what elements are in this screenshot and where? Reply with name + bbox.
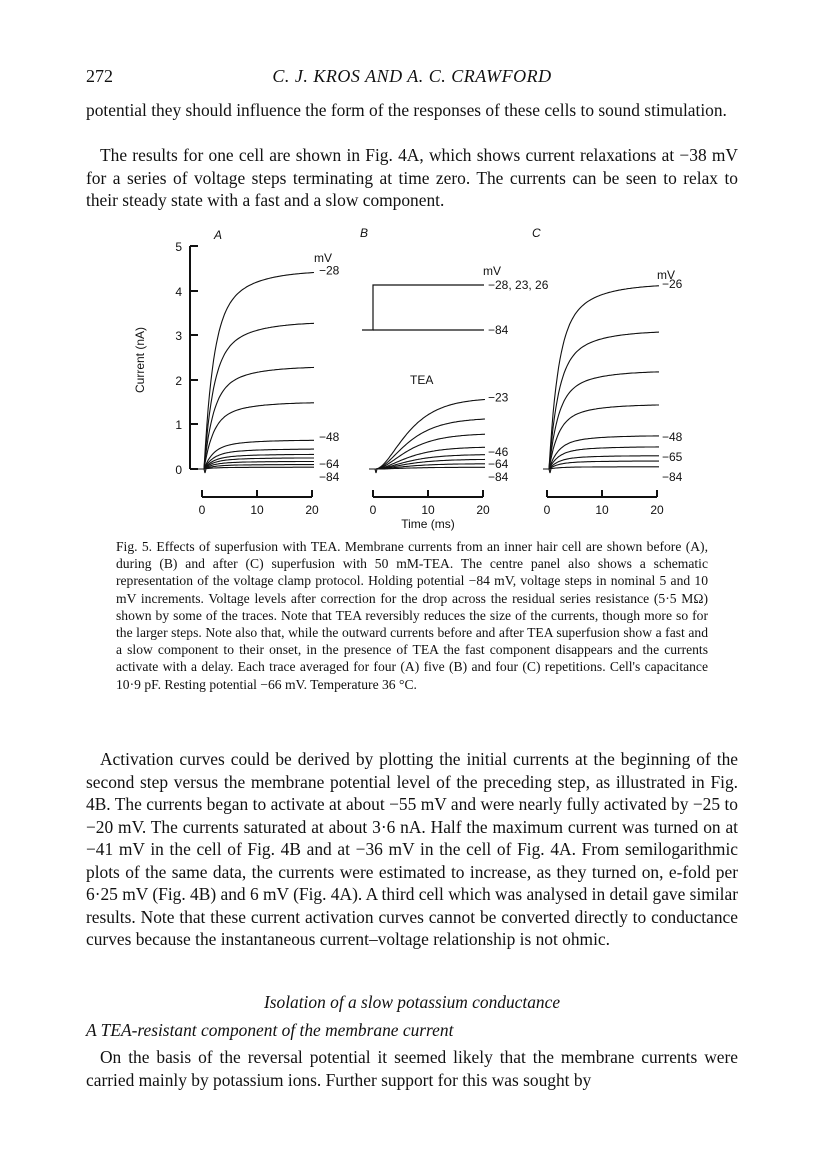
current-trace-a-2 xyxy=(204,367,314,469)
baseline-artefact-b xyxy=(369,469,377,473)
y-tick-label-1: 1 xyxy=(175,418,182,432)
x-tick-label-a-0: 0 xyxy=(198,503,206,517)
x-tick-label-a-10: 10 xyxy=(250,503,264,517)
x-tick-label-b-10: 10 xyxy=(421,503,435,517)
protocol-holding-label: −84 xyxy=(488,323,509,337)
trace-label-c-0: −26 xyxy=(662,276,683,291)
current-trace-a-10 xyxy=(204,467,314,469)
trace-label-c-4: −48 xyxy=(662,430,683,444)
x-tick-label-c-10: 10 xyxy=(595,503,609,517)
trace-label-b-7: −84 xyxy=(488,470,509,484)
y-axis-label: Current (nA) xyxy=(133,326,147,394)
mv-label-b: mV xyxy=(483,264,501,278)
running-head-authors: C. J. KROS AND A. C. CRAWFORD xyxy=(272,66,552,86)
y-tick-label-2: 2 xyxy=(175,374,182,388)
figure-5-plot xyxy=(114,222,714,537)
trace-label-b-4: −46 xyxy=(488,445,509,459)
trace-label-a-4: −48 xyxy=(319,430,340,444)
y-tick-label-4: 4 xyxy=(175,285,182,299)
protocol-step-trace xyxy=(362,285,484,330)
baseline-artefact-c xyxy=(543,469,551,473)
panel-label-c: C xyxy=(532,226,541,240)
protocol-step-label: −28, 23, 26 xyxy=(488,278,549,292)
mv-label-a: mV xyxy=(314,251,332,265)
current-trace-c-0 xyxy=(549,286,659,469)
paragraph-activation-curves: Activation curves could be derived by plotting the initial currents at the beginning of the second step versus the membrane potential level of the preceding step, as illustrated in Fig. 4B. The currents began to activate at about −55 mV and were nearly fully activated by −25 to −20 mV. The currents saturated at about 3·6 nA. Half the maximum current was turned on at −41 mV in the cell of Fig. 4B and at −36 mV in the cell of Fig. 4A. From semilogarithmic plots of the same data, the currents were estimated to increase, as they turned on, e-fold per 6·25 mV (Fig. 4B) and 6 mV (Fig. 4A). A third cell which was analysed in detail gave similar results. Note that these current activation curves cannot be converted directly to conductance curves because the instantaneous current–voltage relationship is not ohmic. xyxy=(86,749,738,949)
page-number: 272 xyxy=(86,66,113,86)
trace-label-b-6: −64 xyxy=(488,457,509,471)
current-trace-c-1 xyxy=(549,332,659,469)
section-heading: Isolation of a slow potassium conductance xyxy=(263,992,561,1012)
panel-label-b: B xyxy=(360,226,369,240)
current-trace-a-0 xyxy=(204,273,314,470)
trace-label-c-6: −65 xyxy=(662,450,683,464)
current-trace-c-8 xyxy=(549,467,659,469)
figure-caption: Fig. 5. Effects of superfusion with TEA. Membrane currents from an inner hair cell are shown before (A), during (B) and after (C) superfusion with 50 mM-TEA. The centre panel also shows a schematic representation of the voltage clamp protocol. Holding potential −84 mV, voltage steps in nominal 5 and 10 mV increments. Voltage levels after correction for the drop across the residual series resistance (5·5 MΩ) shown by some of the traces. Note that TEA reversibly reduces the size of the currents, though more so for the larger steps. Note also that, while the outward currents before and after TEA superfusion show a fast and a slow component to their onset, in the presence of TEA the fast component disappears and the currents activate with a delay. Each trace averaged for four (A) five (B) and four (C) repetitions. Cell's capacitance 10·9 pF. Resting potential −66 mV. Temperature 36 °C. xyxy=(116,539,708,692)
running-head xyxy=(86,66,738,90)
mv-label-c: mV xyxy=(657,268,675,282)
trace-label-a-10: −84 xyxy=(319,470,340,484)
trace-label-c-8: −84 xyxy=(662,470,683,484)
y-tick-label-5: 5 xyxy=(175,240,182,254)
x-tick-label-c-20: 20 xyxy=(650,503,664,517)
x-axis-label: Time (ms) xyxy=(401,517,455,531)
y-tick-label-3: 3 xyxy=(175,329,182,343)
paragraph-continuation: potential they should influence the form of the responses of these cells to sound stimulation. xyxy=(86,100,727,120)
current-trace-c-2 xyxy=(549,372,659,469)
figure-5 xyxy=(114,222,714,537)
baseline-artefact-a xyxy=(198,469,206,473)
trace-label-b-0: −23 xyxy=(488,390,509,405)
trace-label-a-8: −64 xyxy=(319,457,340,471)
trace-label-a-0: −28 xyxy=(319,263,340,278)
x-tick-label-b-0: 0 xyxy=(369,503,377,517)
x-tick-label-b-20: 20 xyxy=(476,503,490,517)
paragraph-potassium: On the basis of the reversal potential it seemed likely that the membrane currents were carried mainly by potassium ions. Further support for this was sought by xyxy=(86,1047,738,1090)
subsection-heading: A TEA-resistant component of the membrane current xyxy=(86,1020,454,1040)
x-tick-label-c-0: 0 xyxy=(543,503,551,517)
y-tick-label-0: 0 xyxy=(175,463,182,477)
tea-label: TEA xyxy=(410,373,434,387)
x-tick-label-a-20: 20 xyxy=(305,503,319,517)
current-trace-c-5 xyxy=(549,447,659,469)
paragraph-results: The results for one cell are shown in Fig. 4A, which shows current relaxations at −38 mV for a series of voltage steps terminating at time zero. The currents can be seen to relax to their steady state with a fast and a slow component. xyxy=(86,145,738,210)
panel-label-a: A xyxy=(214,228,223,242)
current-trace-a-3 xyxy=(204,403,314,469)
